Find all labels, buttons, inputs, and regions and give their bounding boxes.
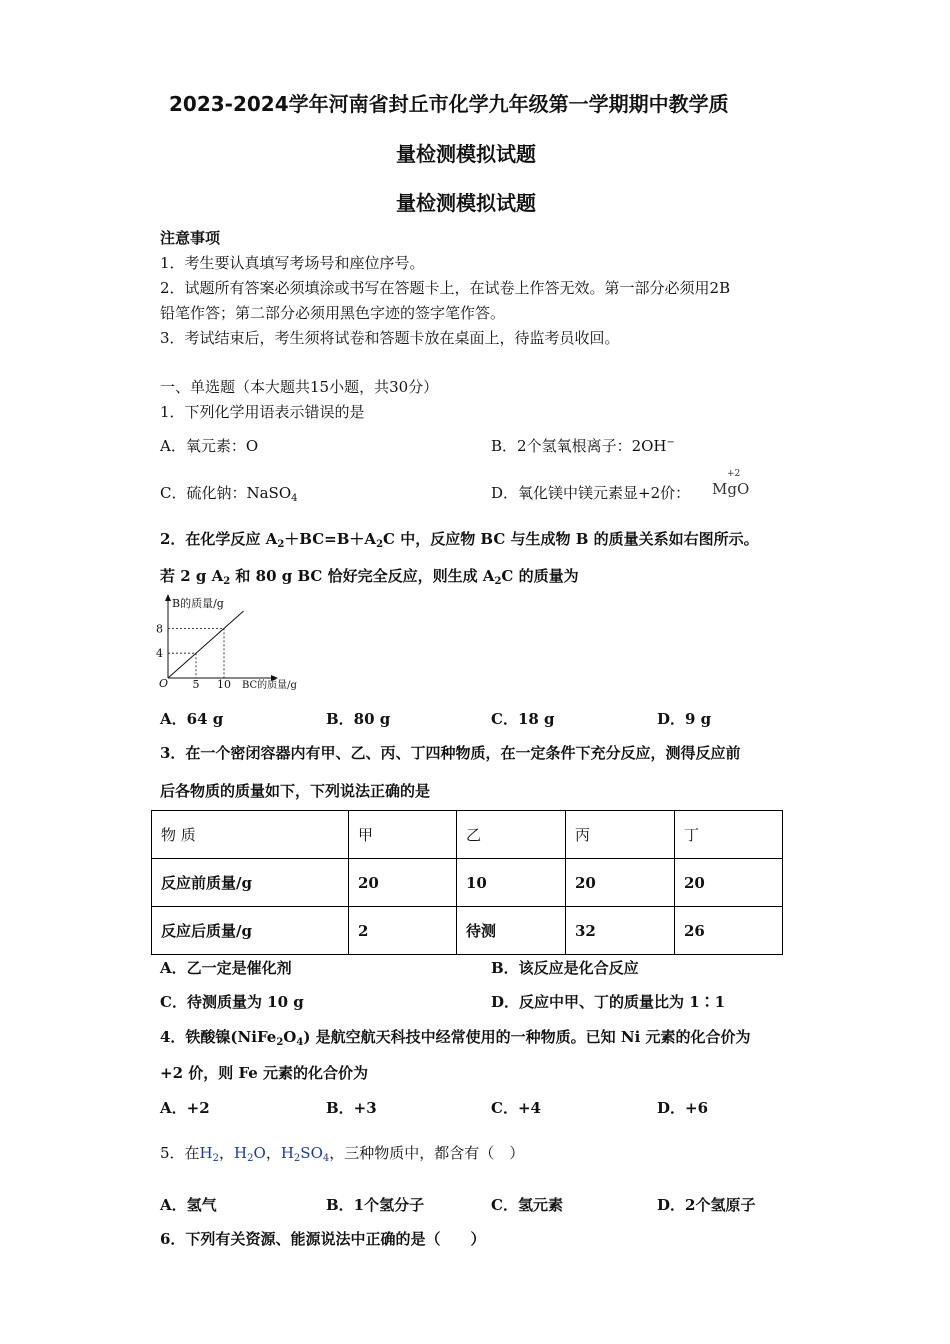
formula-h2: $H_2$	[199, 1144, 220, 1164]
notice-item-3: 3．考试结束后，考生须将试卷和答题卡放在桌面上，待监考员收回。	[160, 329, 620, 347]
y-axis-arrow	[165, 594, 171, 601]
q5-option-d: D．2个氢原子	[657, 1196, 756, 1214]
q3-option-c: C．待测质量为 10 g	[160, 993, 304, 1011]
notice-item-2: 2．试题所有答案必须填涂或书写在答题卡上，在试卷上作答无效。第一部分必须用2B	[160, 279, 731, 297]
q3-table	[151, 810, 783, 955]
q1-mgo-formula: MgO	[712, 480, 750, 498]
table-header-cell: 丙	[566, 811, 675, 859]
q3-option-d: D．反应中甲、丁的质量比为 1∶1	[491, 993, 726, 1011]
q2-stem-line2: 若 2 g $A_2$ 和 80 g BC 恰好完全反应，则生成 $A_2C$ 的质量为	[160, 567, 579, 587]
x-tick-label: 5	[192, 678, 200, 691]
q2-option-b: B．80 g	[326, 710, 391, 728]
origin-label: O	[159, 677, 169, 690]
page-title-line3: 量检测模拟试题	[396, 191, 536, 215]
table-cell: 20	[566, 859, 675, 907]
q5-stem: 5．在$H_2$，$H_2O$，$H_2SO_4$，三种物质中，都含有（ ）	[160, 1144, 525, 1164]
q1-option-d: D．氧化镁中镁元素显+2价：	[491, 484, 691, 502]
page-title: 2023-2024学年河南省封丘市化学九年级第一学期期中教学质	[169, 92, 729, 116]
x-axis-label: BC的质量/g	[242, 680, 297, 691]
q1-stem: 1．下列化学用语表示错误的是	[160, 403, 365, 421]
y-tick-label: 8	[156, 622, 163, 636]
table-cell: 20	[675, 859, 783, 907]
q2-option-d: D．9 g	[657, 710, 712, 728]
q3-option-a: A．乙一定是催化剂	[160, 959, 292, 977]
table-cell: 10	[457, 859, 566, 907]
table-cell: 反应前质量/g	[152, 859, 349, 907]
q3-stem-line1: 3．在一个密闭容器内有甲、乙、丙、丁四种物质，在一定条件下充分反应，测得反应前	[160, 744, 741, 762]
q2-chart	[150, 590, 320, 700]
page-title-line2: 量检测模拟试题	[396, 142, 536, 166]
q4-option-b: B．+3	[326, 1099, 377, 1117]
q6-stem: 6．下列有关资源、能源说法中正确的是（ ）	[160, 1230, 486, 1248]
formula-h2o: $H_2O$	[234, 1144, 266, 1164]
q1-option-a: A．氧元素：O	[160, 437, 259, 455]
q1-option-c: C．硫化钠：NaSO$_4$	[160, 484, 298, 504]
q5-option-b: B．1个氢分子	[326, 1196, 425, 1214]
y-tick-label: 4	[156, 647, 163, 661]
q4-option-a: A．+2	[160, 1099, 210, 1117]
x-tick-label: 10	[217, 678, 231, 691]
q2-stem-line1: 2．在化学反应 $A_2+BC=B+A_2C$ 中，反应物 BC 与生成物 B 的质量关系如右图所示。	[160, 530, 759, 550]
table-cell: 32	[566, 907, 675, 955]
q4-option-d: D．+6	[657, 1099, 709, 1117]
table-header-cell: 物 质	[152, 811, 349, 859]
table-header-cell: 乙	[457, 811, 566, 859]
q2-option-c: C．18 g	[491, 710, 555, 728]
table-cell: 20	[349, 859, 457, 907]
q3-stem-line2: 后各物质的质量如下，下列说法正确的是	[160, 782, 431, 800]
q5-option-c: C．氢元素	[491, 1196, 563, 1214]
section-heading: 一、单选题（本大题共15小题，共30分）	[160, 378, 439, 396]
table-cell: 反应后质量/g	[152, 907, 349, 955]
q4-stem-line2: +2 价，则 Fe 元素的化合价为	[160, 1064, 369, 1082]
table-header-row	[152, 811, 783, 859]
table-cell: 待测	[457, 907, 566, 955]
table-header-cell: 甲	[349, 811, 457, 859]
q1-mgo-charge: +2	[727, 469, 741, 479]
q4-stem-line1: 4．铁酸镍$(NiFe_2O_4)$ 是航空航天科技中经常使用的一种物质。已知 Ni 元素的化合价为	[160, 1028, 751, 1048]
notice-item-1: 1．考生要认真填写考场号和座位序号。	[160, 254, 425, 272]
table-row	[152, 907, 783, 955]
table-cell: 2	[349, 907, 457, 955]
formula-h2so4: $H_2SO_4$	[280, 1144, 330, 1164]
q5-option-a: A．氢气	[160, 1196, 217, 1214]
q1-option-b: B．2个氢氧根离子：2OH−	[491, 437, 675, 455]
q2-option-a: A．64 g	[160, 710, 224, 728]
q3-option-b: B．该反应是化合反应	[491, 959, 639, 977]
notice-item-2-cont: 铅笔作答；第二部分必须用黑色字迹的签字笔作答。	[160, 304, 506, 322]
series-line	[168, 611, 244, 678]
q4-option-c: C．+4	[491, 1099, 541, 1117]
table-cell: 26	[675, 907, 783, 955]
table-header-cell: 丁	[675, 811, 783, 859]
y-axis-label: B的质量/g	[172, 597, 224, 610]
notice-heading: 注意事项	[160, 229, 221, 247]
table-row	[152, 859, 783, 907]
